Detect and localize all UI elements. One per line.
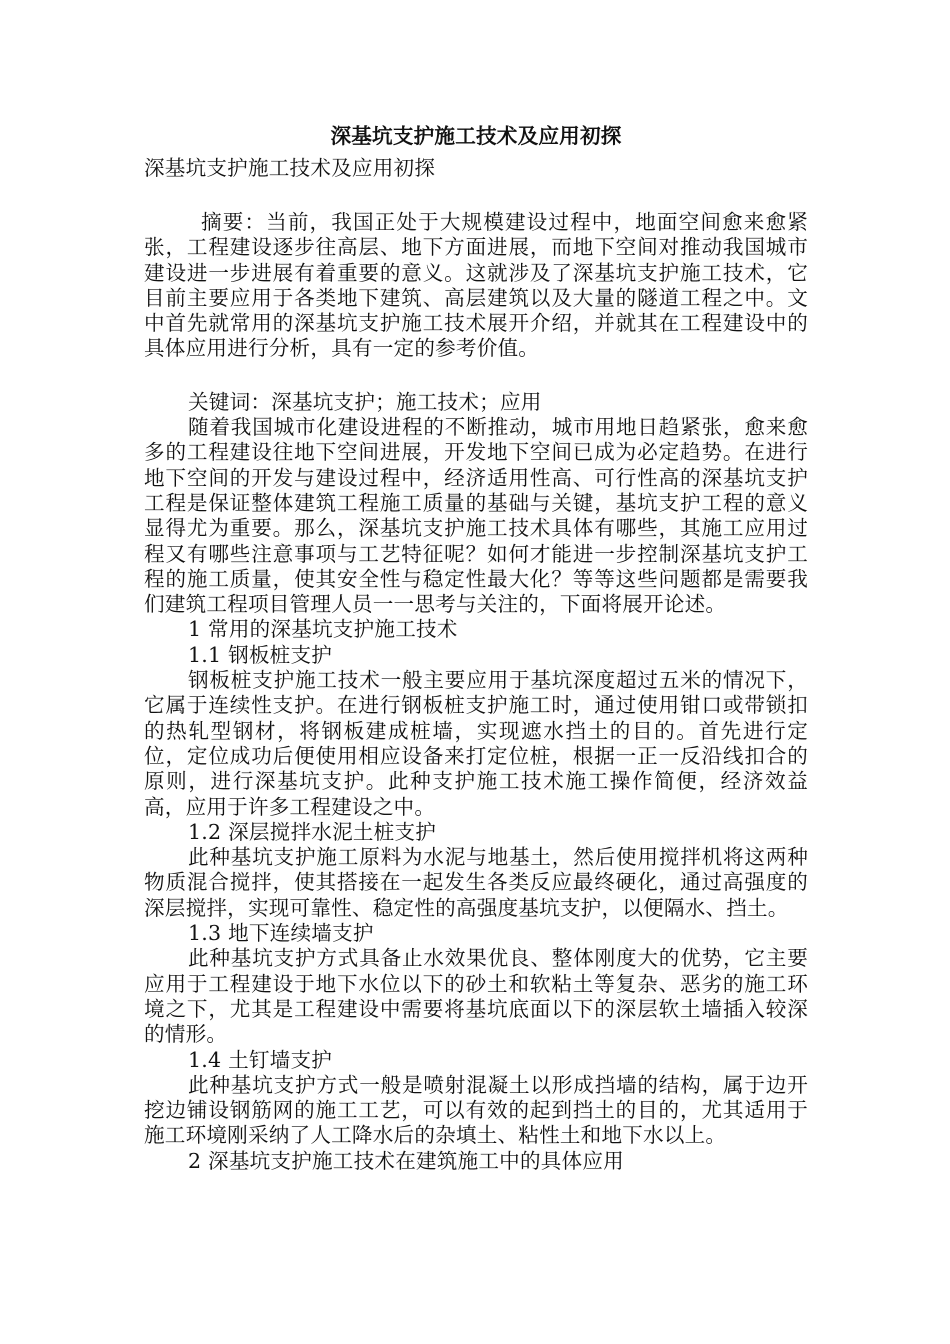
blank-line [144, 182, 808, 210]
subsection-paragraph-1-3: 此种基坑支护方式具备止水效果优良、整体刚度大的优势，它主要应用于工程建设于地下水位以下的砂土和软粘土等复杂、恶劣的施工环境之下，尤其是工程建设中需要将基坑底面以下的深层软土墙插入较深的情形。 [144, 946, 808, 1047]
subsection-heading-1-2: 1.2 深层搅拌水泥土桩支护 [188, 819, 437, 844]
subsection-heading-1-4: 1.4 土钉墙支护 [188, 1047, 333, 1072]
subsection-heading-1-1: 1.1 钢板桩支护 [188, 642, 333, 667]
document-subtitle: 深基坑支护施工技术及应用初探 [144, 156, 436, 180]
subsection-heading-1-3: 1.3 地下连续墙支护 [188, 921, 374, 946]
intro-paragraph: 随着我国城市化建设进程的不断推动，城市用地日趋紧张，愈来愈多的工程建设往地下空间进展，开发地下空间已成为必定趋势。在进行地下空间的开发与建设过程中，经济适用性高、可行性高的深基坑支护工程是保证整体建筑工程施工质量的基础与关键，基坑支护工程的意义显得尤为重要。那么，深基坑支护施工技术具体有哪些，其施工应用过程又有哪些注意事项与工艺特征呢？如何才能进一步控制深基坑支护工程的施工质量，使其安全性与稳定性最大化？等等这些问题都是需要我们建筑工程项目管理人员一一思考与关注的，下面将展开论述。 [144, 415, 808, 617]
abstract-paragraph: 摘要：当前，我国正处于大规模建设过程中，地面空间愈来愈紧张，工程建设逐步往高层、地下方面进展，而地下空间对推动我国城市建设进一步进展有着重要的意义。这就涉及了深基坑支护施工技术，它目前主要应用于各类地下建筑、高层建筑以及大量的隧道工程之中。文中首先就常用的深基坑支护施工技术展开介绍，并就其在工程建设中的具体应用进行分析，具有一定的参考价值。 [144, 210, 808, 361]
keywords-line: 关键词：深基坑支护；施工技术；应用 [188, 389, 542, 414]
subsection-paragraph-1-1: 钢板桩支护施工技术一般主要应用于基坑深度超过五米的情况下，它属于连续性支护。在进行钢板桩支护施工时，通过使用钳口或带锁扣的热轧型钢材，将钢板建成桩墙，实现遮水挡土的目的。首先进行定位，定位成功后便使用相应设备来打定位桩，根据一正一反沿线扣合的原则，进行深基坑支护。此种支护施工技术施工操作简便，经济效益高，应用于许多工程建设之中。 [144, 668, 808, 819]
blank-line [144, 362, 808, 390]
document-page [144, 118, 808, 1174]
document-title: 深基坑支护施工技术及应用初探 [330, 124, 622, 148]
subsection-paragraph-1-4: 此种基坑支护方式一般是喷射混凝土以形成挡墙的结构，属于边开挖边铺设钢筋网的施工工艺，可以有效的起到挡土的目的，尤其适用于施工环境刚采纳了人工降水后的杂填土、粘性土和地下水以上。 [144, 1072, 808, 1148]
section-heading-1: 1 常用的深基坑支护施工技术 [188, 617, 458, 642]
section-heading-2: 2 深基坑支护施工技术在建筑施工中的具体应用 [188, 1148, 624, 1173]
subsection-paragraph-1-2: 此种基坑支护施工原料为水泥与地基土，然后使用搅拌机将这两种物质混合搅拌，使其搭接在一起发生各类反应最终硬化，通过高强度的深层搅拌，实现可靠性、稳定性的高强度基坑支护，以便隔水、挡土。 [144, 845, 808, 920]
